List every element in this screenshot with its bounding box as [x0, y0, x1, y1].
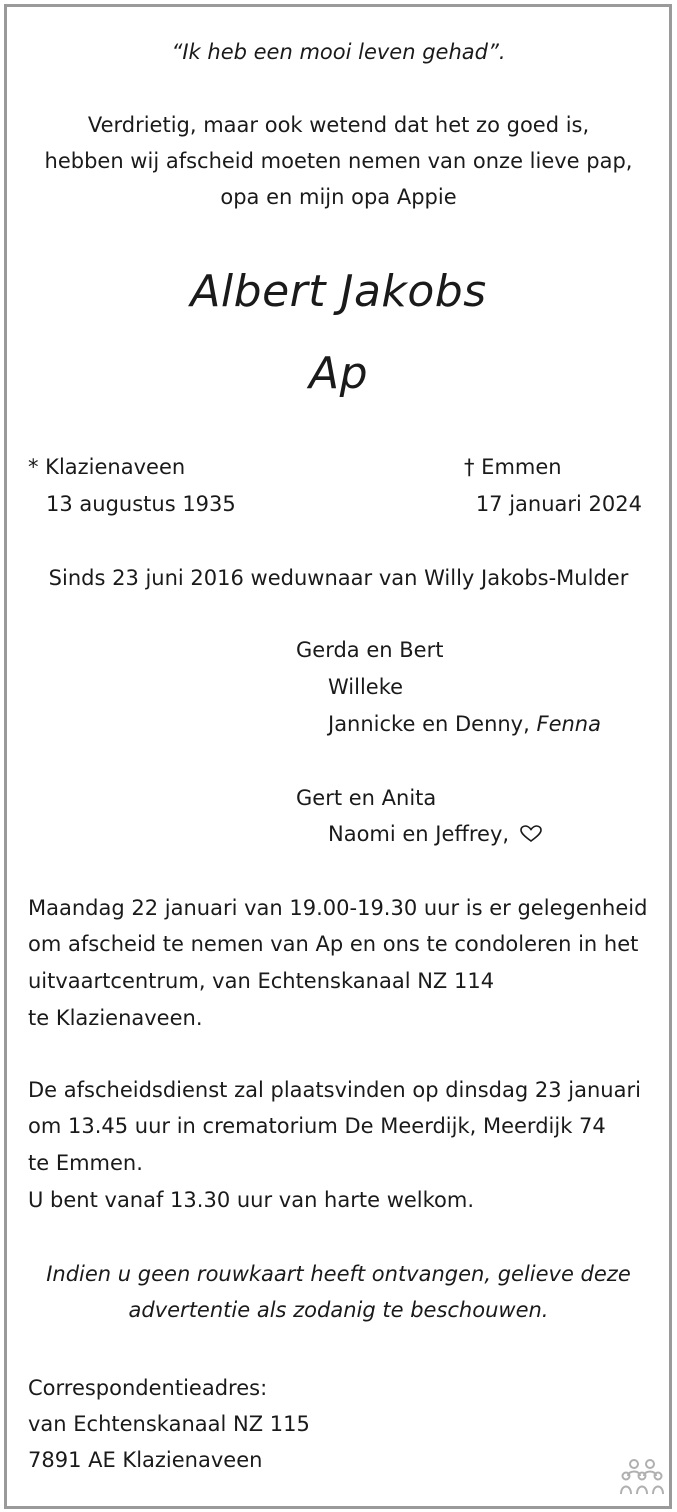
service-line-3: te Emmen.	[28, 1151, 143, 1175]
correspondence-postal: 7891 AE Klazienaveen	[28, 1448, 263, 1472]
family-group2-parents: Gert en Anita	[296, 786, 437, 810]
family-group2-child1: Naomi en Jeffrey,	[328, 822, 510, 846]
family-group1-child1: Willeke	[328, 675, 404, 699]
deceased-nickname: Ap	[308, 348, 369, 399]
intro-line-2: hebben wij afscheid moeten nemen van onze lieve pap,	[44, 149, 633, 173]
condolence-line-4: te Klazienaveen.	[28, 1006, 203, 1030]
people-group-logo-icon	[618, 1456, 666, 1496]
death-place: † Emmen	[464, 455, 562, 479]
heart-outline-icon	[520, 822, 542, 850]
correspondence-street: van Echtenskanaal NZ 115	[28, 1412, 310, 1436]
condolence-line-2: om afscheid te nemen van Ap en ons te condoleren in het	[28, 932, 639, 956]
death-date: 17 januari 2024	[475, 492, 642, 516]
birth-place: * Klazienaveen	[28, 455, 186, 479]
service-line-4: U bent vanaf 13.30 uur van harte welkom.	[28, 1188, 475, 1212]
family-group1-parents: Gerda en Bert	[296, 638, 444, 662]
service-line-2: om 13.45 uur in crematorium De Meerdijk, Meerdijk 74	[28, 1114, 606, 1138]
quote: “Ik heb een mooi leven gehad”.	[171, 40, 506, 64]
deceased-full-name: Albert Jakobs	[190, 266, 487, 317]
intro-line-3: opa en mijn opa Appie	[220, 185, 457, 209]
birth-date: 13 augustus 1935	[46, 492, 236, 516]
widower-line: Sinds 23 juni 2016 weduwnaar van Willy Jakobs-Mulder	[48, 566, 629, 590]
intro-line-1: Verdrietig, maar ook wetend dat het zo goed is,	[87, 113, 590, 137]
condolence-line-1: Maandag 22 januari van 19.00-19.30 uur is er gelegenheid	[28, 896, 648, 920]
family-group2-child1-row	[328, 820, 542, 850]
notice-line-2: advertentie als zodanig te beschouwen.	[128, 1298, 549, 1322]
family-group1-child2-row	[328, 710, 601, 738]
family-group1-child2-kid: Fenna	[536, 712, 601, 736]
correspondence-label: Correspondentieadres:	[28, 1376, 268, 1400]
service-line-1: De afscheidsdienst zal plaatsvinden op dinsdag 23 januari	[28, 1078, 641, 1102]
family-group1-child2: Jannicke en Denny,	[328, 712, 530, 736]
notice-line-1: Indien u geen rouwkaart heeft ontvangen, gelieve deze	[46, 1262, 631, 1286]
condolence-line-3: uitvaartcentrum, van Echtenskanaal NZ 114	[28, 969, 495, 993]
